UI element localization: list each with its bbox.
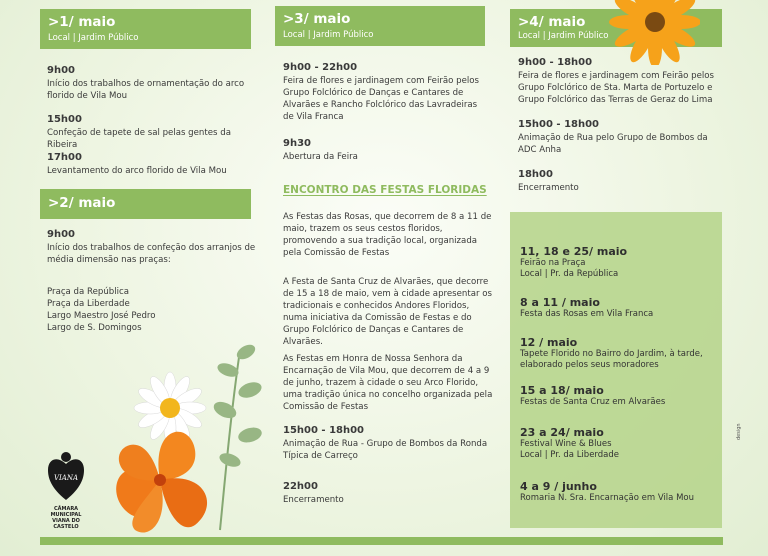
- event-time: 15h00 - 18h00: [518, 119, 600, 130]
- event-time: 22h00: [283, 481, 318, 492]
- event-desc: Encerramento: [518, 183, 579, 193]
- header-3-maio: [275, 6, 485, 46]
- event-block: [518, 169, 726, 194]
- calendar-date: 8 a 11 / maio: [520, 296, 600, 309]
- event-desc: Abertura da Feira: [283, 152, 358, 162]
- logo-line2: VIANA DO CASTELO: [52, 518, 80, 530]
- header-title: >3/ maio: [283, 11, 351, 27]
- gerbera-flower: [600, 0, 700, 65]
- calendar-text: Local | Pr. da República: [520, 269, 619, 279]
- event-time: 18h00: [518, 169, 553, 180]
- paragraph: As Festas em Honra de Nossa Senhora da Encarnação de Vila Mou, que decorrem de 4 a 9 de junho, trazem à cidade o seu Arco Florido, uma tradição única no concelho organizada pela Comissão de Festas: [283, 354, 493, 412]
- header-location: Local | Jardim Público: [518, 31, 609, 41]
- calendar-text: Festival Wine & Blues: [520, 439, 612, 449]
- event-block: [47, 65, 257, 102]
- calendar-item: [520, 427, 619, 461]
- event-desc: Feira de flores e jardinagem com Feirão pelos Grupo Folclórico de Sta. Marta de Portuzelo e Grupo Folclórico das Terras de Geraz do Lima: [518, 71, 715, 105]
- event-desc: Início dos trabalhos de confeção dos arranjos de média dimensão nas praças:: [47, 243, 256, 265]
- place-item: Largo Maestro José Pedro: [47, 311, 156, 321]
- header-location: Local | Jardim Público: [48, 33, 139, 43]
- event-time: 9h00 - 22h00: [283, 62, 358, 73]
- calendar-text: Festa das Rosas em Vila Franca: [520, 309, 654, 319]
- calendar-item: [520, 246, 627, 280]
- flower-illustration: [100, 330, 280, 540]
- header-title: >4/ maio: [518, 14, 586, 30]
- calendar-date: 11, 18 e 25/ maio: [520, 245, 628, 258]
- event-desc: Confeção de tapete de sal pelas gentes da Ribeira: [47, 128, 231, 150]
- calendar-date: 15 a 18/ maio: [520, 384, 604, 397]
- calendar-date: 4 a 9 / junho: [520, 480, 597, 493]
- places-list: [47, 286, 257, 334]
- event-desc: Levantamento do arco florido de Vila Mou: [47, 166, 227, 176]
- place-item: Praça da República: [47, 287, 130, 297]
- event-desc: Início dos trabalhos de ornamentação do arco florido de Vila Mou: [47, 79, 245, 101]
- bottom-bar: [40, 537, 723, 545]
- nasturtium-flower: [116, 432, 207, 533]
- event-block: [518, 119, 726, 156]
- event-desc: Encerramento: [283, 495, 344, 505]
- calendar-item: [520, 297, 653, 320]
- event-time: 17h00: [47, 152, 82, 163]
- header-location: Local | Jardim Público: [283, 30, 374, 40]
- calendar-item: [520, 385, 665, 408]
- event-block: [47, 152, 257, 177]
- event-time: 9h00: [47, 229, 75, 240]
- event-time: 9h00 - 18h00: [518, 57, 593, 68]
- place-item: Largo de S. Domingos: [47, 323, 142, 333]
- calendar-text: Tapete Florido no Bairro do Jardim, à tarde,: [520, 349, 703, 359]
- event-block: [47, 229, 257, 266]
- header-1-maio: [40, 9, 251, 49]
- logo-line1: CÂMARA MUNICIPAL: [50, 506, 82, 518]
- header-title: >1/ maio: [48, 14, 116, 30]
- event-time: 9h00: [47, 65, 75, 76]
- paragraph: A Festa de Santa Cruz de Alvarães, que decorre de 15 a 18 de maio, vem à cidade apresentar os tradicionais e conhecidos Andores Floridos, numa iniciativa da Comissão de Festas e do Grupo Folclórico de Danças e Cantares de Alvarães.: [283, 277, 493, 347]
- event-block: [47, 114, 257, 151]
- calendar-text: Feirão na Praça: [520, 258, 586, 268]
- leaf-stem: [211, 342, 264, 530]
- calendar-item: [520, 337, 703, 371]
- event-desc: Animação de Rua - Grupo de Bombos da Ronda Típica de Carreço: [283, 439, 488, 461]
- emblem-text: VIANA: [53, 474, 79, 482]
- event-block: [283, 138, 488, 163]
- event-time: 15h00: [47, 114, 82, 125]
- header-title: >2/ maio: [48, 195, 116, 211]
- calendar-text: Festas de Santa Cruz em Alvarães: [520, 397, 666, 407]
- section-title: ENCONTRO DAS FESTAS FLORIDAS: [283, 184, 487, 196]
- municipal-logo: [40, 450, 92, 530]
- calendar-text: Local | Pr. da Liberdade: [520, 450, 619, 460]
- event-desc: Feira de flores e jardinagem com Feirão pelos Grupo Folclórico de Danças e Cantares de Alvarães e Rancho Folclórico das Lavradeiras de Vila Franca: [283, 76, 480, 122]
- paragraph: As Festas das Rosas, que decorrem de 8 a 11 de maio, trazem os seus cestos floridos, promovendo a sua tradição local, organizada pela Comissão de Festas: [283, 212, 492, 258]
- event-time: 15h00 - 18h00: [283, 425, 365, 436]
- event-block: [283, 62, 488, 123]
- design-credit: design: [736, 423, 742, 440]
- heart-emblem-icon: [46, 450, 86, 502]
- daisy-flower: [134, 372, 206, 444]
- calendar-date: 23 a 24/ maio: [520, 426, 604, 439]
- event-time: 9h30: [283, 138, 311, 149]
- event-desc: Animação de Rua pelo Grupo de Bombos da ADC Anha: [518, 133, 708, 155]
- place-item: Praça da Liberdade: [47, 299, 130, 309]
- calendar-text: elaborado pelos seus moradores: [520, 360, 659, 370]
- calendar-date: 12 / maio: [520, 336, 578, 349]
- event-block: [283, 425, 493, 462]
- calendar-item: [520, 481, 694, 504]
- calendar-text: Romaria N. Sra. Encarnação em Vila Mou: [520, 493, 695, 503]
- event-block: [283, 481, 493, 506]
- header-2-maio: [40, 189, 251, 219]
